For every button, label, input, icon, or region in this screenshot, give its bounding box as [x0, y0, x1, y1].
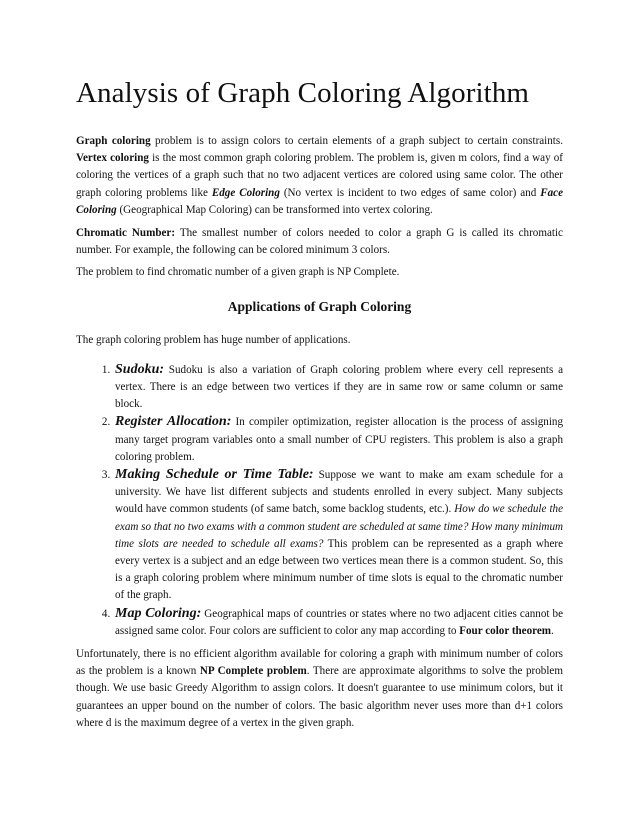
item-text-2: This problem can be represented as a graph where every vertex is a subject and an edge between two vertices mean there is a common student. So, this is a graph coloring problem where minimum number of time slots is equal to the chromatic number of the graph.: [115, 537, 564, 602]
term-face-coloring: Face Coloring: [76, 186, 563, 216]
page-title: Analysis of Graph Coloring Algorithm: [76, 77, 530, 109]
four-color-theorem: Four color theorem: [459, 624, 552, 637]
item-text: Sudoku is also a variation of Graph coloring problem where every cell represents a vertex. There is an edge between two vertices if they are in same row or same column or same block.: [115, 363, 563, 411]
item-term: Register Allocation:: [115, 414, 232, 430]
intro-paragraph: [76, 133, 563, 219]
intro-text-1: problem is to assign colors to certain elements of a graph subject to certain constraints.: [150, 135, 563, 147]
item-term: Making Schedule or Time Table:: [115, 467, 314, 483]
intro-text-3: (No vertex is incident to two edges of same color) and: [279, 186, 541, 199]
item-text: Suppose we want to make am exam schedule for a university. We have list different subjects and students enrolled in every subject. Many subjects would have common students (of same batch, some backlog students, etc.).: [115, 469, 563, 516]
applications-intro: The graph coloring problem has huge number of applications.: [76, 333, 351, 346]
applications-heading: Applications of Graph Coloring: [227, 298, 412, 314]
chromatic-text: The smallest number of colors needed to color a graph G is called its chromatic number. For example, the following can be colored minimum 3 colors.: [76, 227, 563, 257]
chromatic-label: Chromatic Number:: [76, 227, 176, 240]
chromatic-paragraph: [76, 225, 563, 259]
item-question: How do we schedule the exam so that no two exams with a common student are scheduled at same time? How many minimum time slots are needed to schedule all exams?: [115, 503, 563, 550]
item-text: Geographical maps of countries or states where no two adjacent cities cannot be assigned same color. Four colors are sufficient to color any map according to: [115, 607, 563, 637]
intro-text-2: is the most common graph coloring problem. The problem is, given m colors, find a way of coloring the vertices of a graph such that no two adjacent vertices are colored using same color. The other graph coloring problems like: [76, 152, 564, 199]
np-complete-line: The problem to find chromatic number of a given graph is NP Complete.: [76, 266, 400, 279]
closing-text-1: Unfortunately, there is no efficient algorithm available for coloring a graph with minimum number of colors as the problem is a known: [76, 648, 563, 678]
list-item-map-coloring: [113, 605, 563, 640]
term-vertex-coloring: Vertex coloring: [76, 152, 149, 165]
term-edge-coloring: Edge Coloring: [211, 186, 280, 199]
closing-text-2: . There are approximate algorithms to solve the problem though. We use basic Greedy Algorithm to assign colors. It doesn't guarantee to use minimum colors, but it guarantees an upper bound on the number of colors. The basic algorithm never uses more than d+1 colors where d is the maximum degree of a vertex in the given graph.: [76, 665, 563, 729]
item-text: In compiler optimization, register allocation is the process of assigning many target program variables onto a small number of CPU registers. This problem is also a graph coloring problem.: [115, 416, 564, 463]
list-item-register-allocation: [113, 413, 563, 466]
closing-paragraph: [76, 646, 563, 732]
item-term: Map Coloring:: [115, 605, 202, 621]
applications-list: [76, 361, 563, 640]
list-item-schedule: [113, 466, 563, 605]
intro-text-4: (Geographical Map Coloring) can be transformed into vertex coloring.: [116, 203, 433, 216]
term-graph-coloring: Graph coloring: [76, 135, 151, 147]
item-term: Sudoku:: [115, 361, 165, 377]
np-complete-problem: NP Complete problem: [199, 665, 307, 678]
list-item-sudoku: [113, 361, 563, 414]
item-end: .: [551, 624, 554, 637]
